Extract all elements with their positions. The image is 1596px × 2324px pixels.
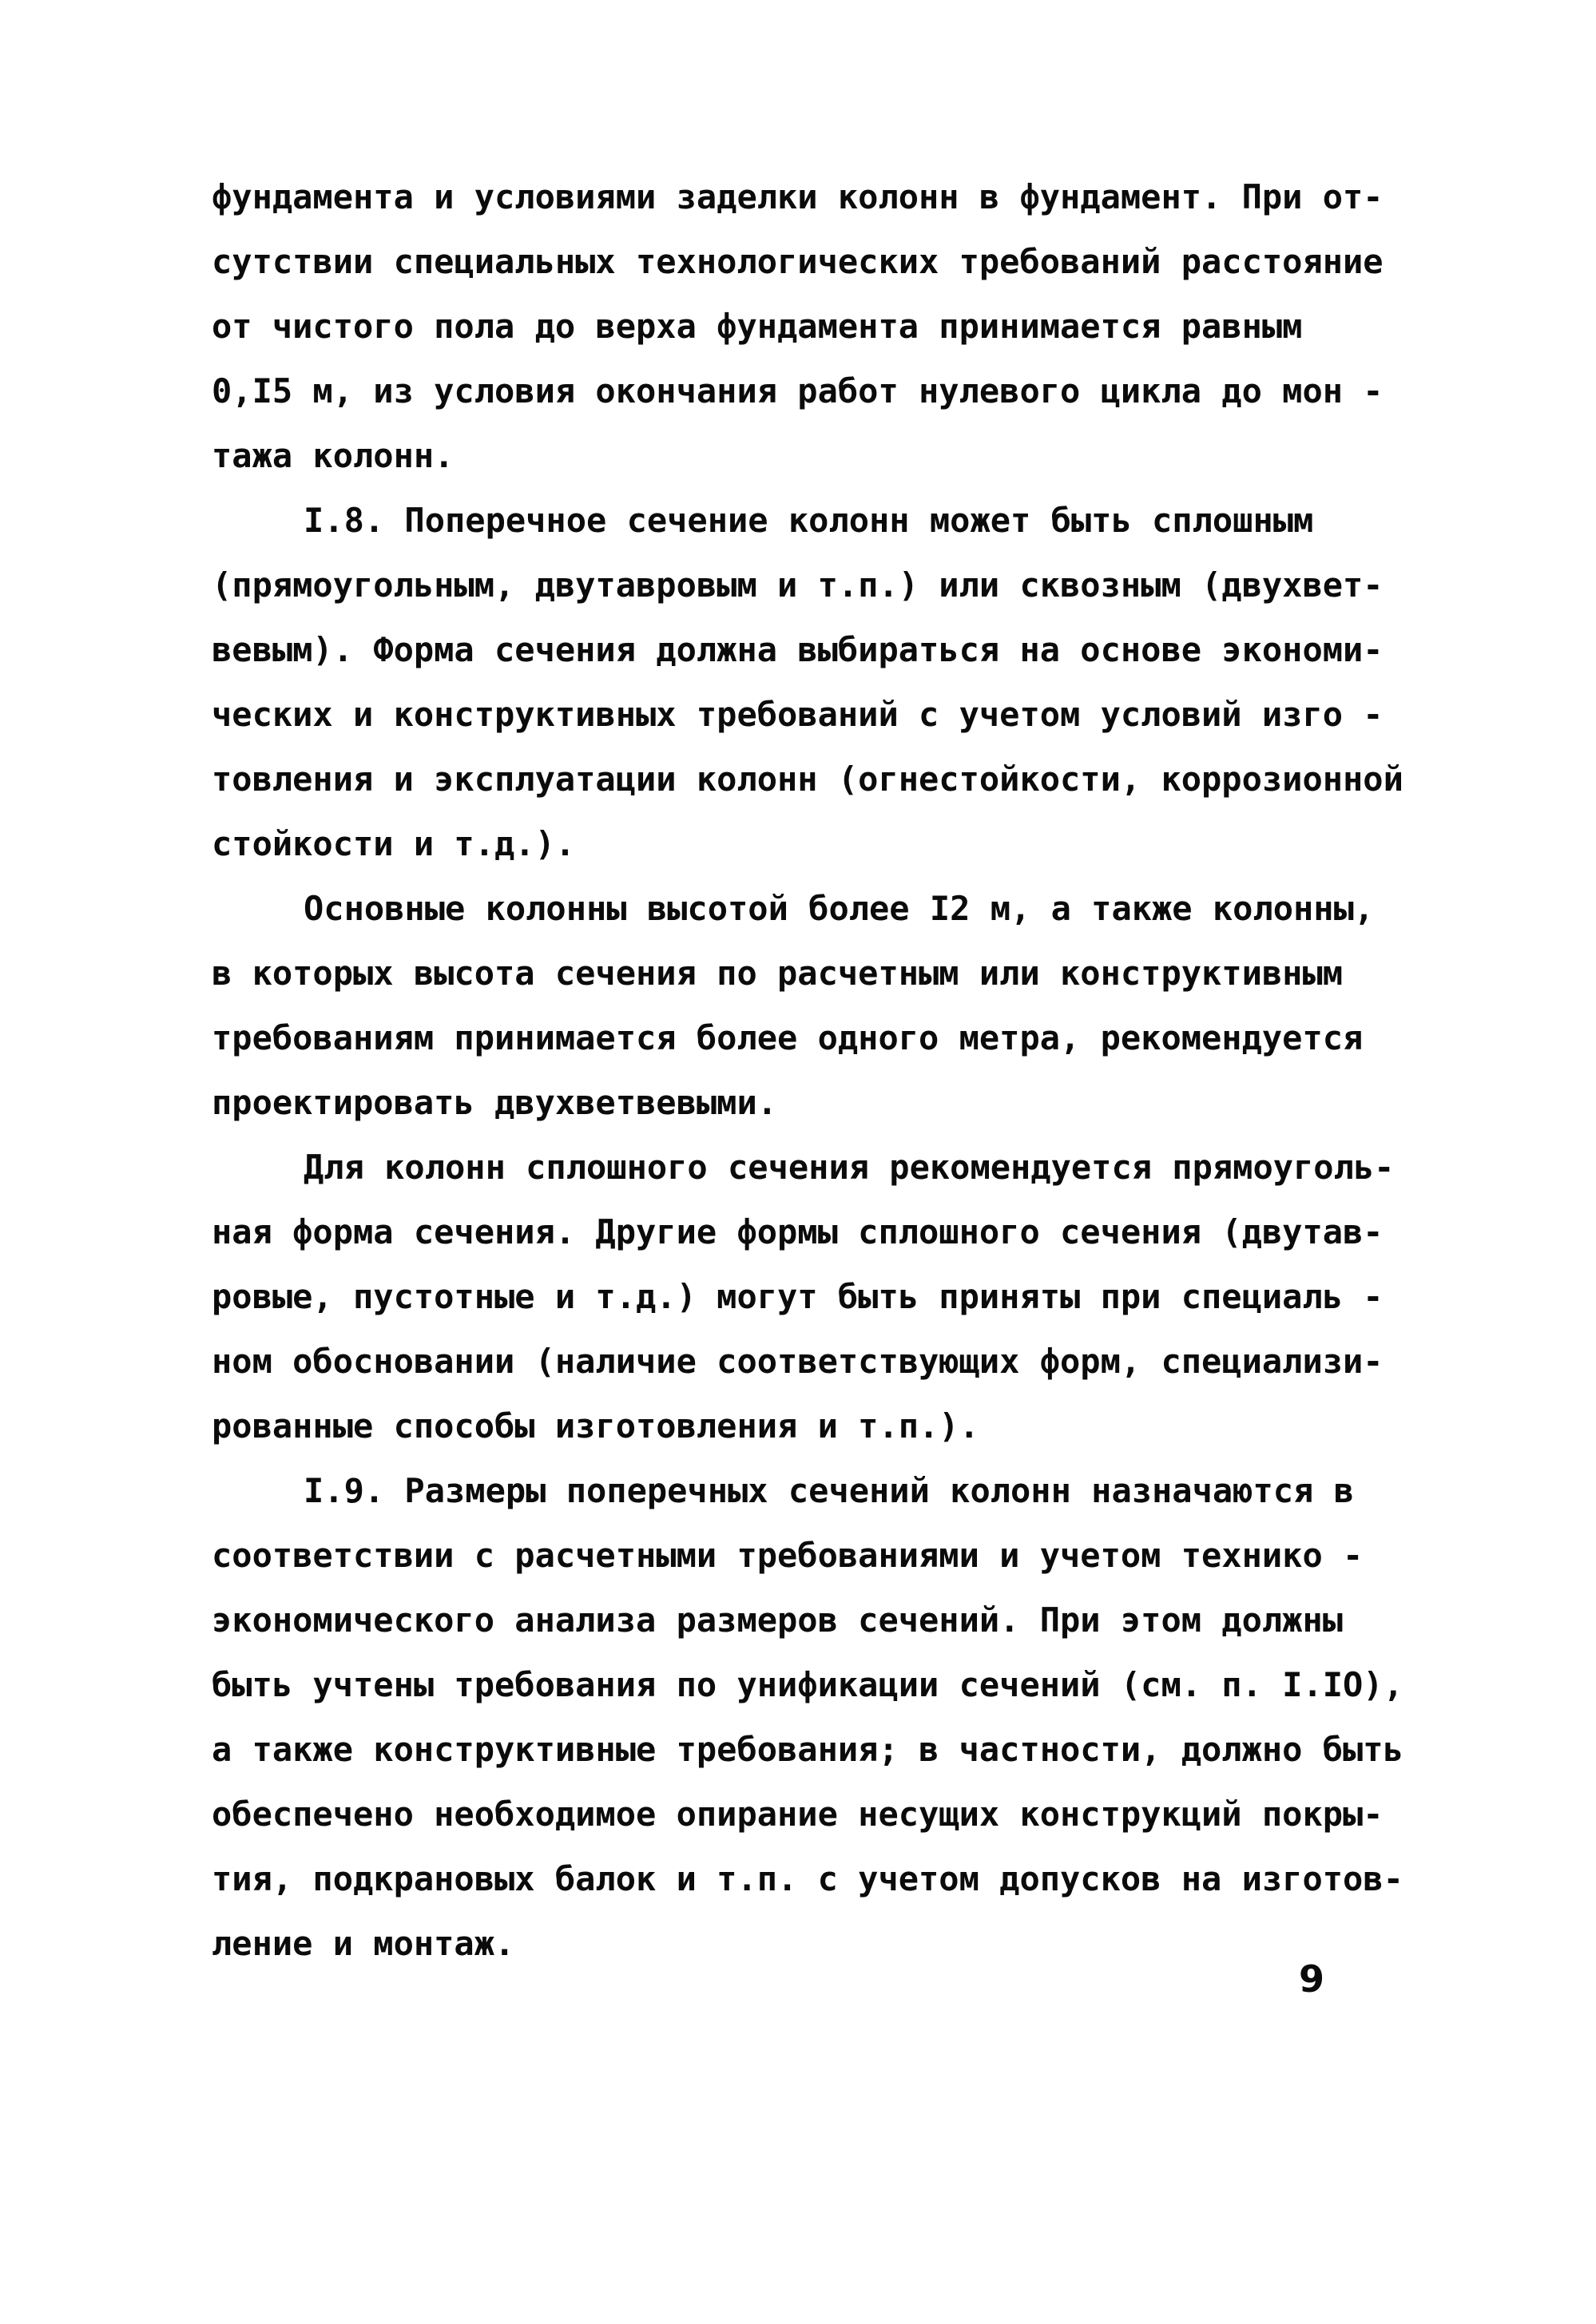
text-line: фундамента и условиями заделки колонн в фундамент. При от- [212, 177, 1384, 216]
text-line: тия, подкрановых балок и т.п. с учетом допусков на изготов- [212, 1859, 1403, 1898]
text-line: товления и эксплуатации колонн (огнестойкости, коррозионной [212, 759, 1403, 799]
text-line: ческих и конструктивных требований с учетом условий изго - [212, 695, 1384, 734]
text-line: проектировать двухветвевыми. [212, 1083, 778, 1122]
text-line: сутствии специальных технологических требований расстояние [212, 242, 1384, 281]
text-line: 0,I5 м, из условия окончания работ нулевого цикла до мон - [212, 371, 1384, 410]
text-line: (прямоугольным, двутавровым и т.п.) или сквозным (двухвет- [212, 565, 1384, 605]
text-line: а также конструктивные требования; в частности, должно быть [212, 1730, 1403, 1769]
text-line: ная форма сечения. Другие формы сплошного сечения (двутав- [212, 1212, 1384, 1251]
text-line: ление и монтаж. [212, 1924, 515, 1963]
text-line: рованные способы изготовления и т.п.). [212, 1406, 979, 1446]
text-line: соответствии с расчетными требованиями и учетом технико - [212, 1536, 1364, 1575]
text-line: тажа колонн. [212, 436, 455, 475]
text-line: I.9. Размеры поперечных сечений колонн назначаются в [304, 1471, 1354, 1510]
text-line: быть учтены требования по унификации сечений (см. п. I.IO), [212, 1665, 1403, 1704]
text-line: I.8. Поперечное сечение колонн может быть сплошным [304, 501, 1314, 540]
text-line: экономического анализа размеров сечений. При этом должны [212, 1600, 1344, 1640]
page-number: 9 [1299, 1957, 1325, 2001]
text-line: ровые, пустотные и т.д.) могут быть приняты при специаль - [212, 1277, 1384, 1316]
text-line: обеспечено необходимое опирание несущих конструкций покры- [212, 1795, 1384, 1834]
text-line: Основные колонны высотой более I2 м, а также колонны, [304, 889, 1375, 928]
text-line: стойкости и т.д.). [212, 824, 576, 863]
text-line: в которых высота сечения по расчетным или конструктивным [212, 954, 1344, 993]
text-line: требованиям принимается более одного метра, рекомендуется [212, 1018, 1364, 1057]
text-line: Для колонн сплошного сечения рекомендуется прямоуголь- [304, 1148, 1395, 1187]
text-line: ном обосновании (наличие соответствующих форм, специализи- [212, 1342, 1384, 1381]
text-line: вевым). Форма сечения должна выбираться на основе экономи- [212, 630, 1384, 669]
text-line: от чистого пола до верха фундамента принимается равным [212, 307, 1303, 346]
